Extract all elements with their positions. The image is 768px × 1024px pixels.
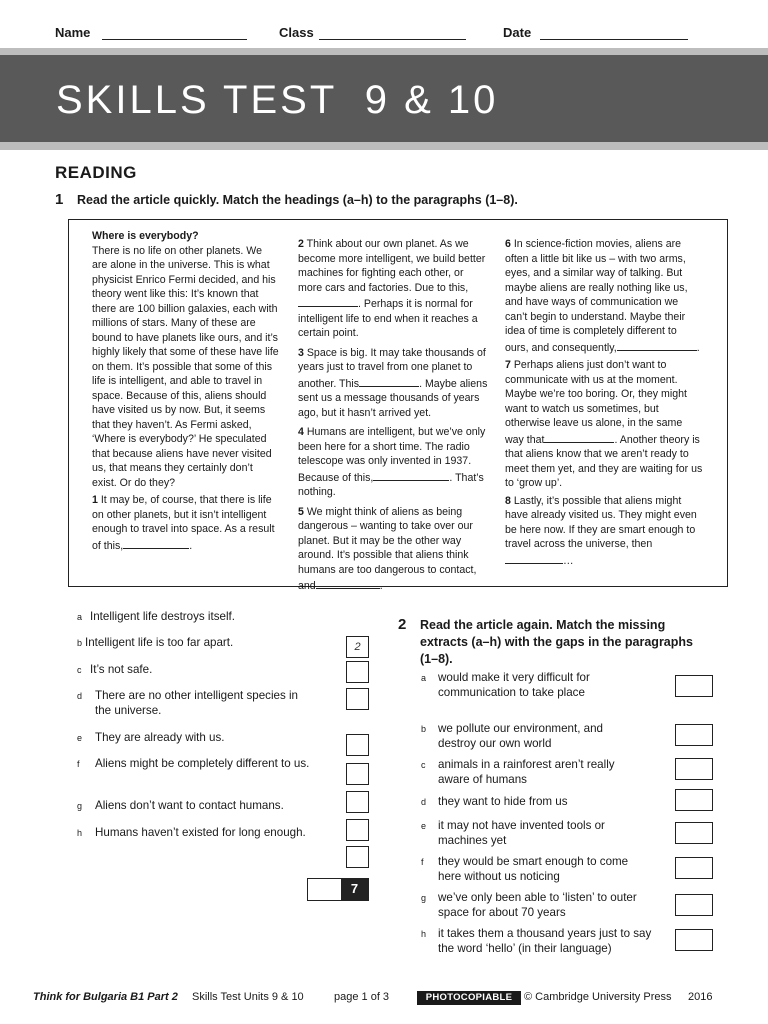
heading-text: It’s not safe. [90, 663, 153, 676]
article-box [68, 219, 728, 592]
extract-answer-box-c[interactable] [675, 758, 713, 780]
article-intro: There is no life on other planets. We are alone in the universe. This is what physicist Enrico Fermi decided, and his theory went like this: It’s known that there are 100 billion galaxies, each with millions of stars. Many of these are bound to have planets like ours, and it’s highly likely that some of these have life on them. It’s possible that some of this life is intelligent, and able to travel in space. Because of this, aliens should have visited us by now. But, it seems that they haven’t. As Fermi asked, ‘Where is everybody?’ He speculated that because aliens have never visited us, that means they certainly don’t exist. Or do they? [92, 244, 279, 489]
heading-text: They are already with us. [95, 731, 225, 744]
section-title: READING [55, 163, 137, 182]
article-column-2 [298, 237, 490, 597]
answer-box-1[interactable] [346, 661, 369, 683]
article-heading: Where is everybody? [92, 230, 199, 242]
footer-copyright: © Cambridge University Press [524, 991, 672, 1003]
extract-letter: a [421, 673, 427, 683]
ex2-instruction: Read the article again. Match the missing extracts (a–h) with the gaps in the paragraphs (1–8). [420, 618, 693, 666]
footer-page: page 1 of 3 [334, 991, 390, 1003]
heading-letter: a [77, 612, 83, 622]
extract-text: animals in a rainforest aren’t really aware of humans [438, 758, 615, 786]
extract-text: it may not have invented tools or machines yet [438, 819, 605, 847]
name-field[interactable] [102, 39, 247, 40]
title-band-bottom-stripe [0, 142, 768, 150]
extract-letter: b [421, 724, 427, 734]
ex2-number: 2 [398, 616, 407, 633]
gap-4[interactable] [373, 469, 449, 481]
paragraph-6: 6 In science-fiction movies, aliens are often a little bit like us – with two arms, eyes, and a similar way of talking. But maybe aliens are really nothing like us, and have ways of communication we can’t begin to understand. Maybe their idea of time is completely different to ours, and consequently, . [505, 238, 700, 354]
extract-text: we pollute our environment, and destroy our own world [438, 722, 603, 750]
class-label: Class [279, 25, 314, 40]
score-total: 7 [341, 878, 368, 901]
extract-letter: d [421, 797, 427, 807]
paragraph-3: 3 Space is big. It may take thousands of years just to travel from one planet to another. This . Maybe aliens sent us a message thousands of years ago, but it hasn’t arrived yet. [298, 346, 488, 419]
extract-letter: f [421, 857, 424, 867]
heading-text: Intelligent life destroys itself. [90, 610, 235, 623]
heading-letter: e [77, 733, 83, 743]
heading-letter: f [77, 759, 80, 769]
gap-3[interactable] [359, 375, 419, 387]
article-column-3 [505, 237, 703, 571]
footer-book: Think for Bulgaria B1 Part 2 [33, 991, 178, 1003]
footer-year: 2016 [688, 991, 713, 1003]
heading-text: Intelligent life is too far apart. [85, 636, 234, 649]
heading-text: There are no other intelligent species in the universe. [95, 689, 299, 717]
heading-letter: d [77, 691, 83, 701]
heading-letter: h [77, 828, 83, 838]
page-title: SKILLS TEST 9 & 10 [56, 78, 499, 122]
heading-letter: c [77, 665, 82, 675]
answer-box-5[interactable] [346, 791, 369, 813]
extract-text: we’ve only been able to ‘listen’ to outer space for about 70 years [438, 891, 637, 919]
extract-answer-box-e[interactable] [675, 822, 713, 844]
gap-8[interactable] [505, 552, 563, 564]
extract-answer-box-b[interactable] [675, 724, 713, 746]
date-label: Date [503, 25, 532, 40]
paragraph-8: 8 Lastly, it’s possible that aliens might have already visited us. They might even be here now. If they are smart enough to travel across the universe, then… [505, 494, 697, 567]
class-field[interactable] [319, 39, 466, 40]
name-label: Name [55, 25, 91, 40]
heading-text: Humans haven’t existed for long enough. [95, 826, 306, 839]
extract-answer-box-g[interactable] [675, 894, 713, 916]
extract-text: they would be smart enough to come here without us noticing [438, 855, 629, 883]
extract-text: it takes them a thousand years just to say the word ‘hello’ (in their language) [438, 927, 652, 955]
extract-text: they want to hide from us [438, 795, 568, 808]
paragraph-1: 1 It may be, of course, that there is life on other planets, but it isn’t intelligent enough to travel into space. As a result of this, . [92, 494, 275, 552]
answer-box-example: 2 [346, 636, 369, 658]
answer-box-2[interactable] [346, 688, 369, 710]
extract-letter: c [421, 760, 426, 770]
extract-answer-box-d[interactable] [675, 789, 713, 811]
ex1-instruction: Read the article quickly. Match the headings (a–h) to the paragraphs (1–8). [77, 193, 518, 207]
gap-5[interactable] [316, 577, 380, 589]
answer-box-6[interactable] [346, 819, 369, 841]
extract-answer-box-h[interactable] [675, 929, 713, 951]
heading-letter: b [77, 638, 83, 648]
answer-box-7[interactable] [346, 846, 369, 868]
paragraph-7: 7 Perhaps aliens just don’t want to communicate with us at the moment. Maybe we’re too boring. Or, they might want to watch us sometimes, but otherwise leave us alone, in the same way that . Another theory is that aliens know that we aren’t ready to meet them yet, and they are waiting for us to ‘grow up’. [505, 359, 703, 489]
gap-6[interactable] [617, 339, 697, 351]
title-band-top-stripe [0, 48, 768, 55]
footer-test: Skills Test Units 9 & 10 [192, 991, 304, 1003]
gap-1[interactable] [123, 537, 189, 549]
paragraph-2: 2 Think about our own planet. As we become more intelligent, we build better machines for fighting each other, or more cars and factories. Due to this,. Perhaps it is normal for intelligent life to end when it reaches a certain point. [298, 238, 486, 339]
extract-text: would make it very difficult for communication to take place [438, 671, 590, 699]
paragraph-4: 4 Humans are intelligent, but we’ve only been here for a short time. The radio telescope was only invented in 1937. Because of this, . That’s nothing. [298, 426, 486, 498]
answer-box-3[interactable] [346, 734, 369, 756]
answer-box-4[interactable] [346, 763, 369, 785]
extract-letter: h [421, 929, 427, 939]
paragraph-5: 5 We might think of aliens as being dangerous – wanting to take over our planet. But it may be the other way around. It’s possible that aliens think humans are too dangerous to contact, and . [298, 505, 477, 592]
extract-answer-box-f[interactable] [675, 857, 713, 879]
photocopiable-badge: PHOTOCOPIABLE [417, 991, 521, 1005]
extract-letter: g [421, 893, 427, 903]
gap-2[interactable] [298, 295, 358, 307]
heading-text: Aliens might be completely different to us. [95, 757, 310, 770]
heading-text: Aliens don’t want to contact humans. [95, 799, 284, 812]
extract-letter: e [421, 821, 427, 831]
date-field[interactable] [540, 39, 688, 40]
ex1-number: 1 [55, 191, 64, 208]
gap-7[interactable] [544, 431, 614, 443]
article-column-1 [92, 229, 280, 556]
extract-answer-box-a[interactable] [675, 675, 713, 697]
heading-letter: g [77, 801, 83, 811]
